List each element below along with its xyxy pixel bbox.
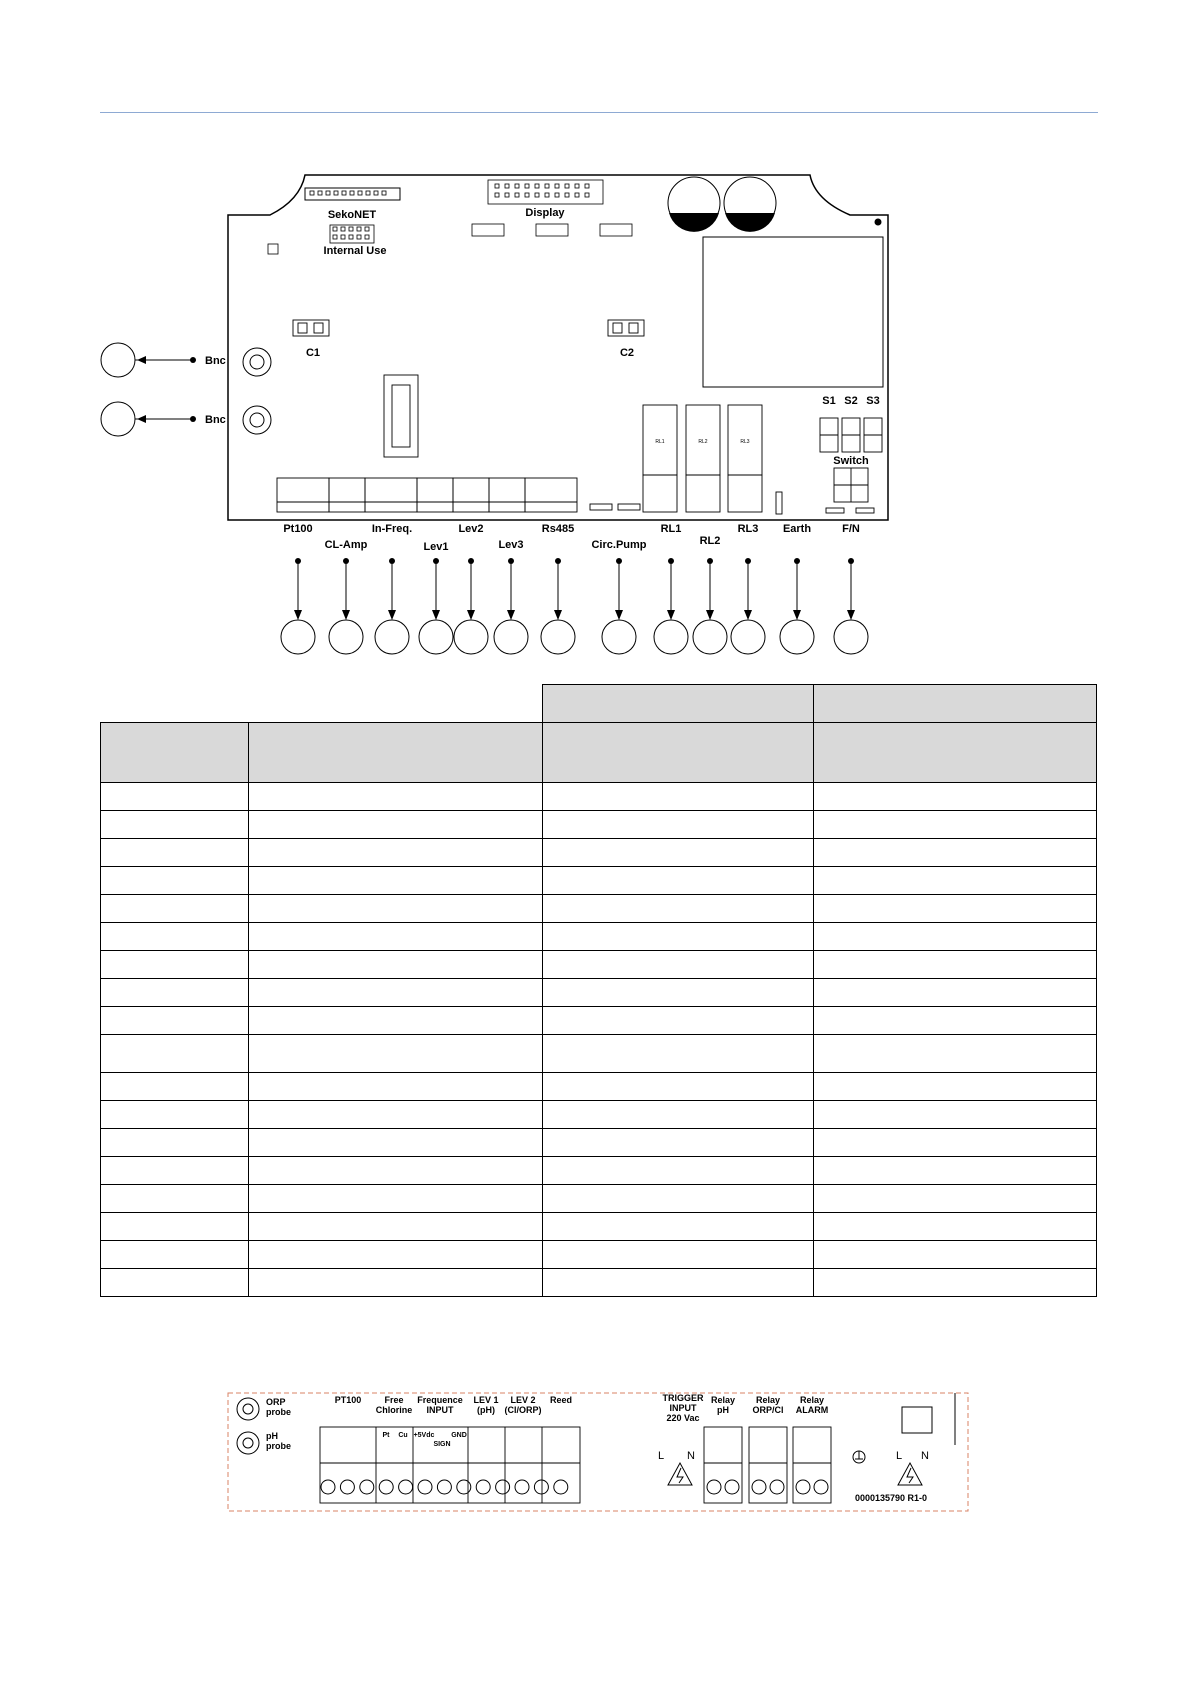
connector-table	[100, 684, 1097, 1297]
table-cell	[543, 1101, 814, 1129]
screw-terminal	[418, 1480, 432, 1494]
connector-label: RL3	[737, 523, 759, 535]
callout-arrow	[467, 610, 475, 620]
connector-label: CL-Amp	[324, 539, 368, 551]
table-row	[101, 867, 1097, 895]
table-cell	[101, 1035, 249, 1073]
table-cell	[814, 951, 1097, 979]
mains-n-label: N	[921, 1450, 929, 1462]
table-cell	[814, 1241, 1097, 1269]
table-cell	[101, 923, 249, 951]
table-cell	[814, 1101, 1097, 1129]
callout-arrow	[388, 610, 396, 620]
table-row	[101, 951, 1097, 979]
left-terminal-screws	[321, 1480, 568, 1494]
table-cell	[101, 867, 249, 895]
table-cell	[543, 951, 814, 979]
group-labels	[335, 1395, 572, 1448]
terminal-blocks	[277, 478, 874, 514]
relay-screw	[796, 1480, 810, 1494]
table-cell	[249, 1213, 543, 1241]
c2-connector	[608, 320, 644, 336]
bnc-label-1: Bnc	[205, 355, 226, 367]
table-cell	[814, 1213, 1097, 1241]
table-cell	[101, 783, 249, 811]
callout-circle	[780, 620, 814, 654]
table-cell	[249, 951, 543, 979]
terminal-sub-label: GND	[451, 1432, 467, 1439]
table-cell	[101, 979, 249, 1007]
relay-board-label: RL2	[698, 439, 708, 445]
table-cell	[543, 1129, 814, 1157]
table-cell	[543, 1007, 814, 1035]
callout-circle	[693, 620, 727, 654]
callout-arrow	[847, 610, 855, 620]
switch-symbol	[902, 1407, 932, 1433]
mains-warning-icon	[898, 1463, 922, 1485]
s3-label: S3	[866, 395, 880, 407]
relay-board-label: RL3	[740, 439, 750, 445]
table-cell	[101, 895, 249, 923]
callout-arrow	[294, 610, 302, 620]
table-cell	[249, 1007, 543, 1035]
table-cell	[543, 923, 814, 951]
connector-label: Rs485	[541, 523, 575, 535]
bnc-connector-2	[243, 406, 271, 434]
terminal-group-label: Frequence INPUT	[417, 1395, 463, 1415]
table-cell	[249, 685, 543, 723]
terminal-group-label: LEV 1 (pH)	[473, 1395, 499, 1415]
table-cell	[101, 1269, 249, 1297]
display-label: Display	[525, 207, 565, 219]
relay-screw	[770, 1480, 784, 1494]
table-cell	[101, 839, 249, 867]
relay-screw	[725, 1480, 739, 1494]
table-cell	[249, 923, 543, 951]
table-cell	[249, 839, 543, 867]
connector-label: In-Freq.	[371, 523, 413, 535]
connector-label: Earth	[782, 523, 812, 535]
relay-label: Relay pH	[710, 1395, 736, 1415]
table-cell	[249, 1157, 543, 1185]
callout-arrow	[667, 610, 675, 620]
table-cell	[543, 811, 814, 839]
table-cell	[101, 1185, 249, 1213]
table-row	[101, 811, 1097, 839]
table-cell	[101, 1073, 249, 1101]
screw-terminal	[379, 1480, 393, 1494]
table-cell	[101, 811, 249, 839]
table-row	[101, 895, 1097, 923]
screw-terminal	[360, 1480, 374, 1494]
screw-terminal	[340, 1480, 354, 1494]
table-cell	[814, 867, 1097, 895]
relay-terminals	[704, 1427, 831, 1503]
table-cell	[249, 811, 543, 839]
callout-arrow	[432, 610, 440, 620]
fuse-holder	[384, 375, 418, 457]
table-row	[101, 1073, 1097, 1101]
table-cell	[101, 1213, 249, 1241]
callout-arrow	[342, 610, 350, 620]
table-cell	[249, 1185, 543, 1213]
table-cell	[249, 1101, 543, 1129]
terminal-sub-label: SIGN	[433, 1441, 451, 1448]
screw-terminal	[534, 1480, 548, 1494]
table-header-cell	[543, 723, 814, 783]
callout-arrow	[507, 610, 515, 620]
bnc-label-2: Bnc	[205, 414, 226, 426]
table-cell	[543, 895, 814, 923]
callout-circle	[541, 620, 575, 654]
callout-circle	[419, 620, 453, 654]
bnc-callout-2	[101, 402, 135, 436]
table-cell	[543, 783, 814, 811]
trigger-input-label: TRIGGER INPUT 220 Vac	[662, 1393, 704, 1423]
connector-callouts	[281, 558, 868, 654]
small-component	[268, 244, 278, 254]
table-row	[101, 1213, 1097, 1241]
s-connectors	[820, 418, 882, 452]
capacitor-1	[668, 177, 720, 232]
relay-screw	[814, 1480, 828, 1494]
callout-circle	[494, 620, 528, 654]
table-row	[101, 923, 1097, 951]
internal-use-connector	[330, 225, 374, 243]
table-header-row-1	[101, 685, 1097, 723]
terminal-group-label: PT100	[334, 1395, 362, 1405]
connector-labels	[283, 439, 860, 553]
table-row	[101, 1007, 1097, 1035]
table-header-cell	[101, 723, 249, 783]
internal-use-label: Internal Use	[323, 245, 387, 257]
terminal-sub-label: +5Vdc	[413, 1432, 435, 1439]
callout-circle	[834, 620, 868, 654]
table-row	[101, 839, 1097, 867]
table-cell	[543, 1269, 814, 1297]
table-row	[101, 1129, 1097, 1157]
table-cell	[814, 1007, 1097, 1035]
connector-label: Lev1	[423, 541, 449, 553]
table-cell	[814, 923, 1097, 951]
table-cell	[814, 1185, 1097, 1213]
c2-label: C2	[619, 347, 635, 359]
callout-circle	[281, 620, 315, 654]
table-row	[101, 783, 1097, 811]
table-cell	[101, 1129, 249, 1157]
callout-arrow	[706, 610, 714, 620]
terminal-panel	[0, 1385, 1190, 1515]
screw-terminal	[321, 1480, 335, 1494]
table-cell	[543, 839, 814, 867]
table-cell	[814, 1073, 1097, 1101]
table-header-row-2	[101, 723, 1097, 783]
panel-code: 0000135790 R1-0	[855, 1493, 928, 1503]
table-cell	[249, 1073, 543, 1101]
bnc-connector-1	[243, 348, 271, 376]
screw-terminal	[437, 1480, 451, 1494]
callout-circle	[375, 620, 409, 654]
bnc-callout-1	[101, 343, 135, 377]
relay-label: Relay ALARM	[795, 1395, 829, 1415]
warning-icon	[668, 1463, 692, 1485]
sekonet-connector	[305, 188, 400, 200]
ph-probe-bnc	[237, 1432, 259, 1454]
transformer-block	[703, 237, 883, 387]
table-cell	[249, 1035, 543, 1073]
screw-terminal	[515, 1480, 529, 1494]
connector-label: Lev2	[458, 523, 484, 535]
callout-circle	[329, 620, 363, 654]
table-cell	[249, 1269, 543, 1297]
table-cell	[543, 1185, 814, 1213]
screw-terminal	[399, 1480, 413, 1494]
table-cell	[101, 685, 249, 723]
table-header-cell	[543, 685, 814, 723]
connector-label: RL1	[660, 523, 682, 535]
trigger-n-label: N	[687, 1450, 695, 1462]
table-cell	[814, 895, 1097, 923]
terminal-sub-label: Pt	[382, 1432, 390, 1439]
s2-label: S2	[844, 395, 858, 407]
table-row	[101, 1269, 1097, 1297]
switch-connector	[834, 468, 868, 502]
relay-screw	[752, 1480, 766, 1494]
connector-label: Pt100	[283, 523, 313, 535]
callout-arrow	[793, 610, 801, 620]
sekonet-label: SekoNET	[327, 209, 377, 221]
callout-circle	[731, 620, 765, 654]
table-header-cell	[249, 723, 543, 783]
pcb-outline	[228, 175, 888, 520]
callout-circle	[654, 620, 688, 654]
table-cell	[814, 979, 1097, 1007]
ph-probe-label: pH probe	[266, 1431, 292, 1451]
table-cell	[814, 783, 1097, 811]
callout-circle	[602, 620, 636, 654]
callout-arrow	[744, 610, 752, 620]
earth-icon	[853, 1451, 865, 1463]
orp-probe-bnc	[237, 1398, 259, 1420]
table-cell	[249, 867, 543, 895]
capacitor-2	[724, 177, 776, 232]
table-row	[101, 1157, 1097, 1185]
table-row	[101, 1185, 1097, 1213]
s1-label: S1	[822, 395, 836, 407]
table-cell	[814, 1269, 1097, 1297]
relay-screw	[707, 1480, 721, 1494]
table-header-cell	[814, 723, 1097, 783]
relays	[643, 405, 762, 512]
table-cell	[543, 1241, 814, 1269]
connector-label: F/N	[842, 523, 860, 535]
relay-screws	[707, 1480, 828, 1494]
table-row	[101, 1101, 1097, 1129]
table-cell	[814, 839, 1097, 867]
terminal-sub-label: Cu	[398, 1432, 408, 1439]
table-cell	[101, 1101, 249, 1129]
display-connector	[488, 180, 603, 204]
table-cell	[543, 1073, 814, 1101]
table-cell	[101, 1007, 249, 1035]
table-row	[101, 1241, 1097, 1269]
trigger-l-label: L	[657, 1450, 665, 1462]
connector-label: Circ.Pump	[591, 539, 647, 551]
table-cell	[543, 1035, 814, 1073]
switch-label: Switch	[833, 455, 869, 467]
callout-arrow	[615, 610, 623, 620]
terminal-group-label: Free Chlorine	[375, 1395, 413, 1415]
table-cell	[543, 1213, 814, 1241]
table-cell	[543, 979, 814, 1007]
connector-label: RL2	[699, 535, 721, 547]
table-cell	[101, 1157, 249, 1185]
connector-label: Lev3	[498, 539, 524, 551]
mains-l-label: L	[895, 1450, 903, 1462]
callout-arrow	[554, 610, 562, 620]
table-cell	[249, 979, 543, 1007]
orp-probe-label: ORP probe	[266, 1397, 292, 1417]
table-cell	[101, 951, 249, 979]
table-body	[101, 783, 1097, 1297]
table-row	[101, 979, 1097, 1007]
c1-connector	[293, 320, 329, 336]
table-row	[101, 1035, 1097, 1073]
table-cell	[814, 1035, 1097, 1073]
table-cell	[814, 811, 1097, 839]
screw-terminal	[496, 1480, 510, 1494]
c1-label: C1	[305, 347, 321, 359]
table-cell	[814, 1157, 1097, 1185]
terminal-group-label: LEV 2 (Cl/ORP)	[504, 1395, 542, 1415]
callout-circle	[454, 620, 488, 654]
screw-terminal	[476, 1480, 490, 1494]
relay-label: Relay ORP/Cl	[752, 1395, 784, 1415]
table-cell	[249, 1241, 543, 1269]
table-cell	[249, 895, 543, 923]
table-cell	[543, 1157, 814, 1185]
board-diagram	[0, 0, 1190, 680]
table-cell	[814, 1129, 1097, 1157]
relay-labels	[711, 1395, 828, 1415]
table-header-cell	[814, 685, 1097, 723]
screw-terminal	[554, 1480, 568, 1494]
small-connectors	[472, 224, 632, 236]
table-cell	[101, 1241, 249, 1269]
table-cell	[249, 1129, 543, 1157]
terminal-group-label: Reed	[549, 1395, 573, 1405]
screw-terminal	[457, 1480, 471, 1494]
relay-board-label: RL1	[655, 439, 665, 445]
table-cell	[249, 783, 543, 811]
table-cell	[543, 867, 814, 895]
